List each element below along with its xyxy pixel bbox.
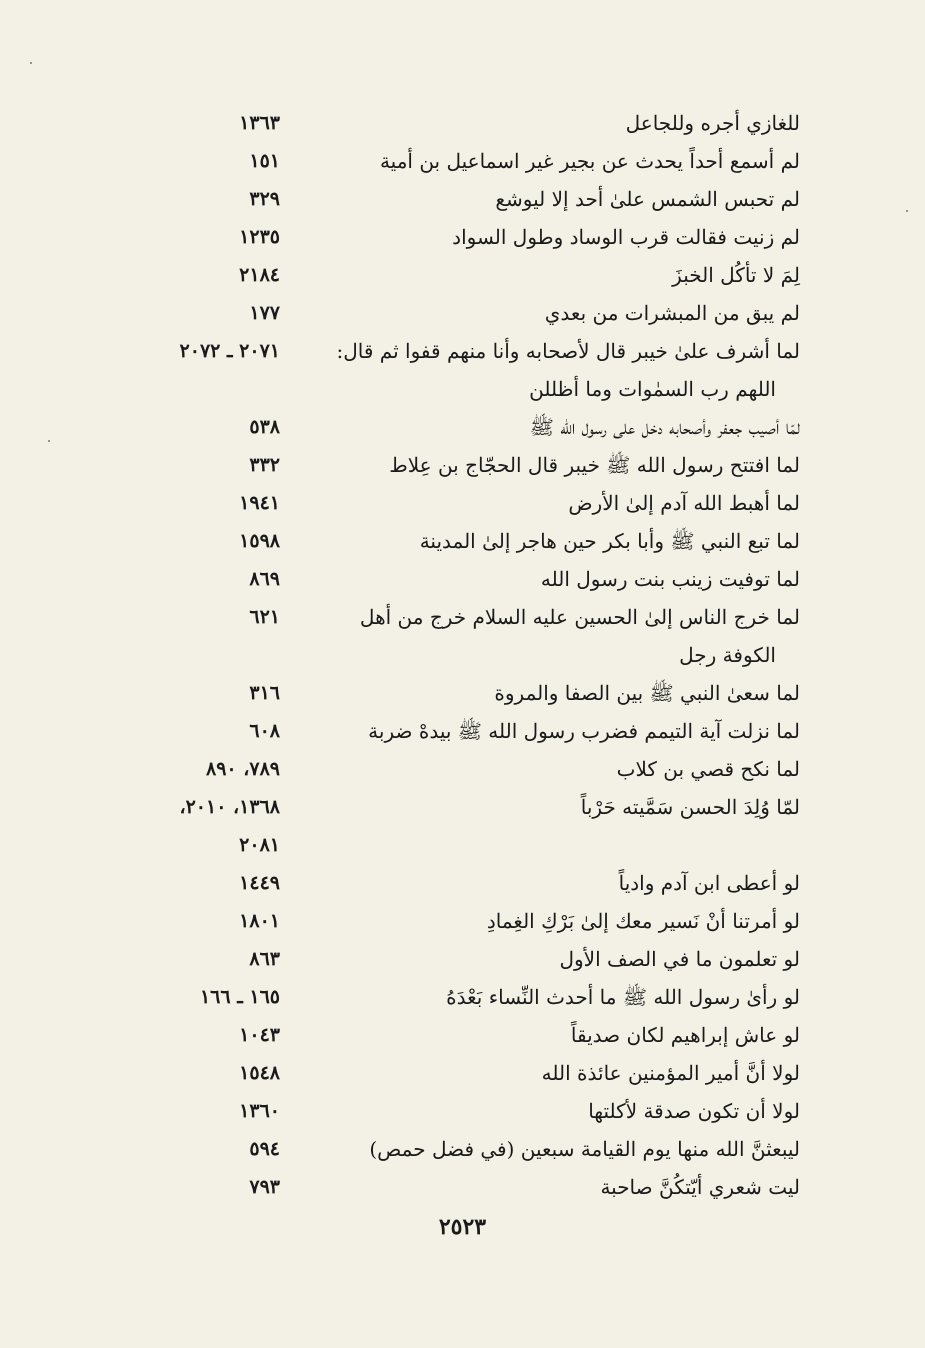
entry-text-continuation: اللهم رب السمٰوات وما أظللن xyxy=(529,377,776,401)
index-entry xyxy=(120,712,800,750)
entry-reference: ١٥٩٨ xyxy=(239,530,280,552)
index-entry xyxy=(120,598,800,674)
entry-text: لما نزلت آية التيمم فضرب رسول الله ﷺ بيدهْ ضربة xyxy=(368,719,800,743)
index-entry xyxy=(120,408,800,446)
entry-text: لمّا وُلِدَ الحسن سَمَّيته حَرْباً xyxy=(580,795,800,819)
entry-reference: ٢٠٧١ ـ ٢٠٧٢ xyxy=(179,340,280,362)
index-entry xyxy=(120,104,800,142)
entry-text: لمّا أصيب جعفر وأصحابه دخل على رسول الله ﷺ xyxy=(529,415,800,439)
index-entry xyxy=(120,940,800,978)
entry-reference: ١٠٤٣ xyxy=(239,1024,280,1046)
entry-reference: ٦٢١ xyxy=(249,606,280,628)
entry-text: لم أسمع أحداً يحدث عن بجير غير اسماعيل بن أمية xyxy=(379,149,800,173)
entry-reference: ٢٠٨١ xyxy=(239,834,280,856)
entry-text: لولا أن تكون صدقة لأكلتها xyxy=(588,1099,800,1123)
entry-text: لو رأىٰ رسول الله ﷺ ما أحدث النِّساء بَعْدَهُ xyxy=(446,985,800,1009)
entry-reference: ٣٣٢ xyxy=(249,454,280,476)
entry-text: لما أهبط الله آدم إلىٰ الأرض xyxy=(568,491,800,515)
entry-text: لما سعىٰ النبي ﷺ بين الصفا والمروة xyxy=(494,681,800,705)
index-entry xyxy=(120,332,800,408)
entry-reference: ٥٣٨ xyxy=(249,416,280,438)
entry-text: لما نكح قصي بن كلاب xyxy=(616,757,800,781)
entry-text: لم يبق من المبشرات من بعدي xyxy=(544,301,800,325)
entry-reference: ١٧٧ xyxy=(249,302,280,324)
entry-text: لو عاش إبراهيم لكان صديقاً xyxy=(570,1023,800,1047)
index-entry xyxy=(120,1054,800,1092)
entry-reference: ٣٢٩ xyxy=(249,188,280,210)
entry-reference: ٨٦٩ xyxy=(249,568,280,590)
index-entry xyxy=(120,522,800,560)
entry-reference: ١٥١ xyxy=(249,150,280,172)
entry-reference: ٥٩٤ xyxy=(249,1138,280,1160)
index-entry xyxy=(120,294,800,332)
index-entry xyxy=(120,256,800,294)
entry-reference: ٢١٨٤ xyxy=(239,264,280,286)
entry-text: ليبعثنَّ الله منها يوم القيامة سبعين (في فضل حمص) xyxy=(369,1137,800,1161)
scan-speck xyxy=(906,210,908,212)
entry-text: لما خرج الناس إلىٰ الحسين عليه السلام خرج من أهل xyxy=(359,605,800,629)
index-entry xyxy=(120,560,800,598)
index-entry xyxy=(120,826,800,864)
entry-text: لم زنيت فقالت قرب الوساد وطول السواد xyxy=(452,225,800,249)
entry-text: للغازي أجره وللجاعل xyxy=(625,111,800,135)
entry-reference: ٧٩٣ xyxy=(249,1176,280,1198)
index-entry xyxy=(120,978,800,1016)
index-entry xyxy=(120,1016,800,1054)
entry-text-continuation: الكوفة رجل xyxy=(679,643,776,667)
entry-reference: ٣١٦ xyxy=(249,682,280,704)
index-entry xyxy=(120,180,800,218)
index-entry xyxy=(120,864,800,902)
index-entry xyxy=(120,1168,800,1206)
index-entry xyxy=(120,674,800,712)
page-number: ٢٥٢٣ xyxy=(438,1214,487,1240)
entry-text: لم تحبس الشمس علىٰ أحد إلا ليوشع xyxy=(495,187,800,211)
index-entry xyxy=(120,446,800,484)
index-entry xyxy=(120,750,800,788)
entry-reference: ١٩٤١ xyxy=(239,492,280,514)
entry-reference: ١٣٦٣ xyxy=(239,112,280,134)
entry-text: لو أمرتنا أنْ نَسير معك إلىٰ بَرْكِ الغِمادِ xyxy=(486,909,800,933)
entry-text: لما تبع النبي ﷺ وأبا بكر حين هاجر إلىٰ المدينة xyxy=(419,529,800,553)
entry-text: لو تعلمون ما في الصف الأول xyxy=(559,947,800,971)
entry-text: ليت شعري أيّتكُنَّ صاحبة xyxy=(600,1175,800,1199)
entry-reference: ١٥٤٨ xyxy=(239,1062,280,1084)
index-entry xyxy=(120,484,800,522)
hadith-index-list xyxy=(120,104,800,1206)
entry-text: لما افتتح رسول الله ﷺ خيبر قال الحجّاج بن عِلاط xyxy=(389,453,800,477)
index-entry xyxy=(120,788,800,826)
entry-text: لما أشرف علىٰ خيبر قال لأصحابه وأنا منهم قفوا ثم قال: xyxy=(336,339,800,363)
entry-text: لولا أنَّ أمير المؤمنين عائذة الله xyxy=(541,1061,800,1085)
entry-reference: ١٢٣٥ xyxy=(239,226,280,248)
index-entry xyxy=(120,1092,800,1130)
entry-reference: ٨٦٣ xyxy=(249,948,280,970)
index-entry xyxy=(120,142,800,180)
index-entry xyxy=(120,218,800,256)
entry-reference: ١٣٦٨، ٢٠١٠، xyxy=(179,796,280,818)
entry-reference: ١٤٤٩ xyxy=(239,872,280,894)
entry-text: لما توفيت زينب بنت رسول الله xyxy=(540,567,800,591)
entry-reference: ١٣٦٠ xyxy=(239,1100,280,1122)
index-entry xyxy=(120,902,800,940)
scan-speck xyxy=(30,62,32,64)
scan-speck xyxy=(48,440,50,442)
entry-reference: ١٦٥ ـ ١٦٦ xyxy=(199,986,280,1008)
index-entry xyxy=(120,1130,800,1168)
entry-reference: ١٨٠١ xyxy=(239,910,280,932)
entry-text: لو أعطى ابن آدم وادياً xyxy=(618,871,800,895)
entry-reference: ٧٨٩، ٨٩٠ xyxy=(206,758,280,780)
entry-text: لِمَ لا تأكُل الخبزَ xyxy=(672,263,800,287)
entry-reference: ٦٠٨ xyxy=(249,720,280,742)
